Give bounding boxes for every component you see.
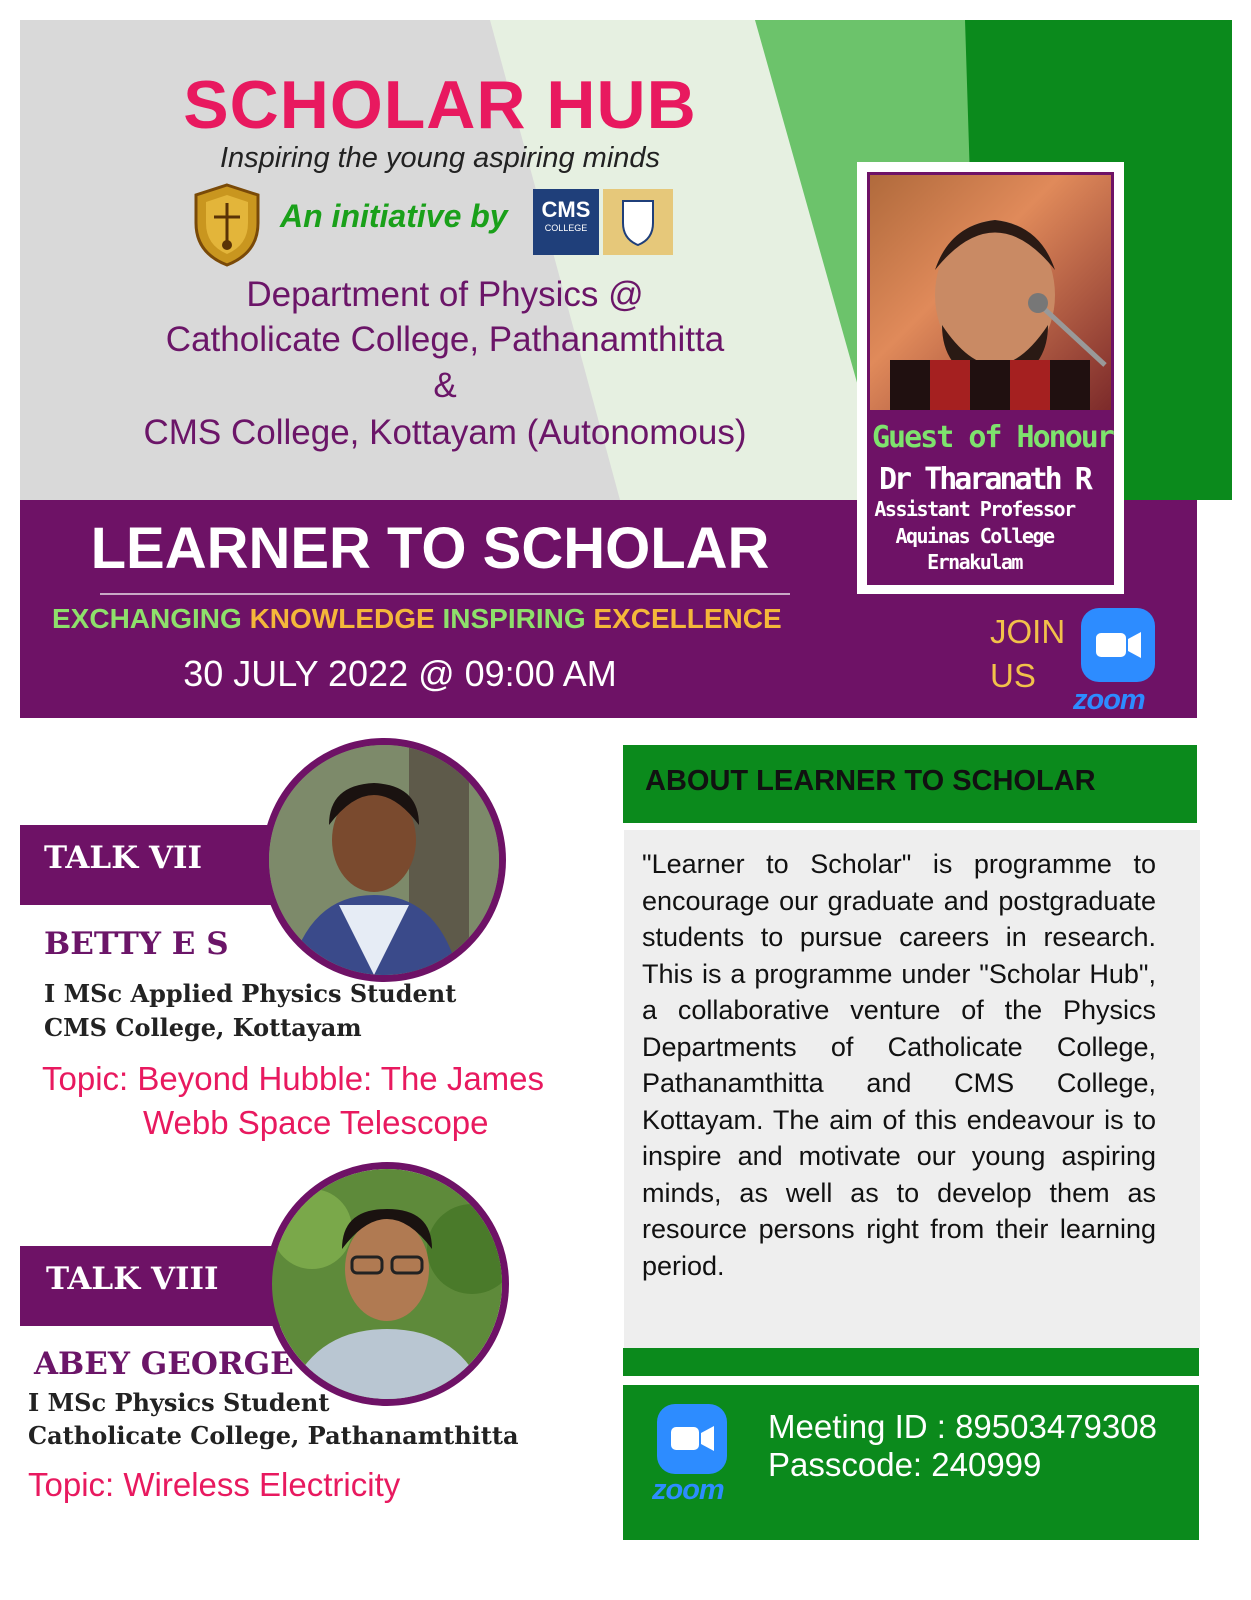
guest-city: Ernakulam (927, 550, 1022, 574)
speaker-name: ABEY GEORGE (34, 1346, 294, 1382)
tagline-word: KNOWLEDGE (249, 603, 435, 634)
join-label-us: US (990, 657, 1036, 694)
speaker-college: Catholicate College, Pathanamthitta (28, 1421, 519, 1450)
tagline-word: INSPIRING (442, 603, 586, 634)
zoom-logo-text: zoom (652, 1474, 724, 1506)
guest-of-honour-label: Guest of Honour (872, 420, 1113, 455)
talk-label: TALK VIII (46, 1261, 219, 1297)
about-text: "Learner to Scholar" is programme to encourage our graduate and postgraduate students to pursue careers in research. This is a programme under "Scholar Hub", a collaborative venture of the Physics Departments of Catholicate College, Pathanamthitta and CMS College, Kottayam. The aim of this endeavour is to inspire and motivate our young aspiring minds, as well as to develop them as resource persons right from their learning period. (642, 849, 1156, 1281)
speaker-photo (265, 1162, 509, 1406)
talk-topic: Topic: Beyond Hubble: The James (42, 1060, 545, 1097)
cms-college-logo: CMS COLLEGE (533, 189, 673, 255)
event-datetime: 30 JULY 2022 @ 09:00 AM (183, 653, 617, 694)
guest-photo (870, 175, 1111, 410)
title-underline (100, 593, 790, 595)
guest-name: Dr Tharanath R (879, 462, 1090, 497)
zoom-logo-text: zoom (1073, 684, 1145, 716)
guest-org: Aquinas College (895, 524, 1054, 548)
speaker-course: I MSc Applied Physics Student (44, 979, 457, 1008)
about-title: ABOUT LEARNER TO SCHOLAR (645, 765, 1096, 797)
cms-college-line: CMS College, Kottayam (Autonomous) (143, 413, 747, 452)
talk-topic: Topic: Wireless Electricity (28, 1466, 401, 1503)
guest-role: Assistant Professor (874, 497, 1075, 521)
zoom-icon[interactable] (1081, 608, 1155, 682)
meeting-passcode[interactable]: Passcode: 240999 (768, 1446, 1042, 1483)
talk-label: TALK VII (44, 840, 203, 876)
department-line: Department of Physics @ (246, 275, 644, 314)
catholicate-crest-logo (192, 183, 262, 267)
tagline-word: EXCHANGING (52, 603, 242, 634)
event-title: LEARNER TO SCHOLAR (90, 516, 770, 581)
page-title: SCHOLAR HUB (183, 67, 697, 143)
speaker-name: BETTY E S (44, 926, 229, 962)
speaker-course: I MSc Physics Student (28, 1388, 330, 1417)
meeting-id[interactable]: Meeting ID : 89503479308 (768, 1408, 1157, 1445)
initiative-label: An initiative by (280, 198, 508, 234)
divider-strip (623, 1348, 1199, 1376)
speaker-photo (262, 738, 506, 982)
header-tagline: Inspiring the young aspiring minds (219, 142, 661, 174)
speaker-college: CMS College, Kottayam (44, 1013, 362, 1042)
join-label: JOIN (990, 613, 1066, 650)
event-tagline (52, 603, 782, 635)
zoom-icon[interactable] (657, 1404, 727, 1474)
ampersand: & (433, 366, 457, 405)
tagline-word: EXCELLENCE (593, 603, 782, 634)
catholicate-college-line: Catholicate College, Pathanamthitta (165, 320, 725, 359)
talk-topic-continued: Webb Space Telescope (143, 1104, 489, 1141)
